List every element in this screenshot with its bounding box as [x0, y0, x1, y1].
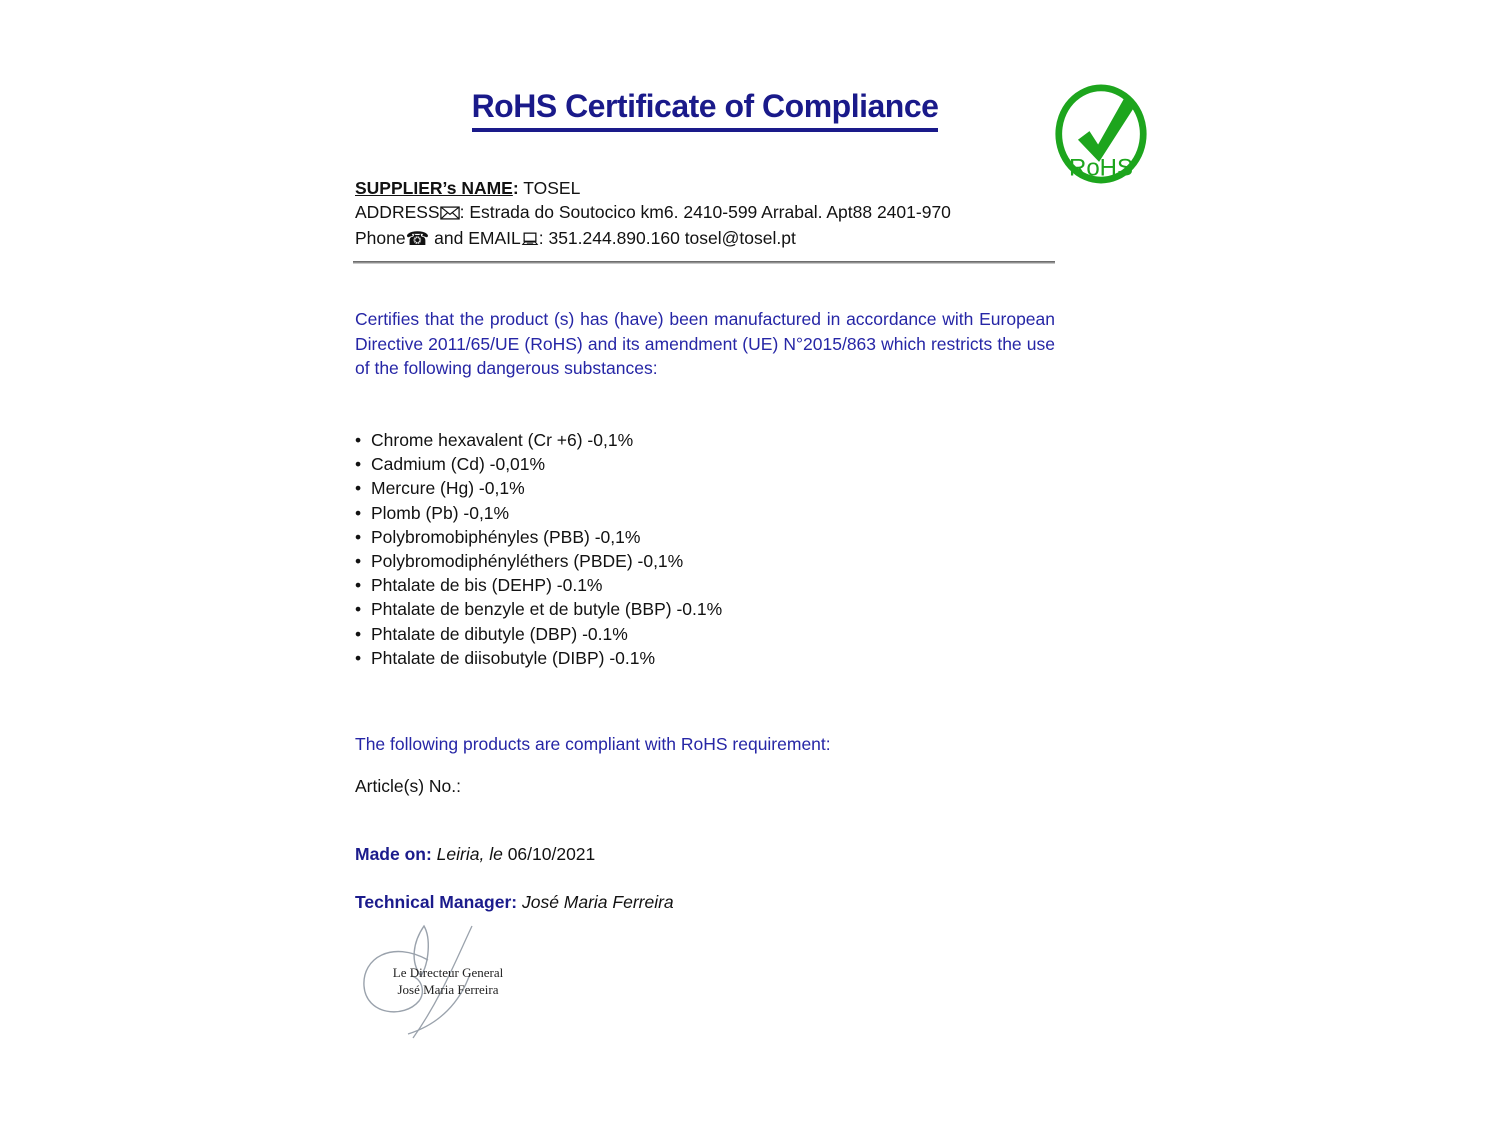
phone-icon: ☎: [405, 228, 430, 250]
supplier-name-line: [355, 176, 1055, 200]
supplier-name-label: SUPPLIER’s NAME: [355, 178, 513, 198]
made-on-label: Made on:: [355, 844, 432, 864]
list-item: • Phtalate de diisobutyle (DIBP) -0.1%: [355, 646, 1055, 670]
made-on-line: [355, 844, 1055, 865]
compliance-line: The following products are compliant with RoHS requirement:: [355, 734, 831, 754]
list-item: • Chrome hexavalent (Cr +6) -0,1%: [355, 428, 1055, 452]
article-number-line: Article(s) No.:: [355, 776, 461, 796]
made-on-place: Leiria, le: [431, 844, 503, 864]
signature-line1: Le Directeur General: [392, 965, 504, 980]
contact-value: : 351.244.890.160 tosel@tosel.pt: [538, 228, 796, 248]
signature-text: [378, 964, 518, 998]
technical-manager-name: José Maria Ferreira: [517, 892, 674, 912]
rohs-logo-graphic: [1053, 84, 1149, 184]
contact-line: [355, 226, 1055, 252]
supplier-name-value: TOSEL: [518, 178, 581, 198]
title-wrap: [355, 88, 1055, 132]
list-item: • Polybromobiphényles (PBB) -0,1%: [355, 525, 1055, 549]
address-line: [355, 200, 1055, 226]
check-icon: [1078, 98, 1134, 161]
address-label: ADDRESS: [355, 202, 440, 222]
email-label: and EMAIL: [429, 228, 521, 248]
made-on-date: 06/10/2021: [502, 844, 596, 864]
list-item: • Phtalate de dibutyle (DBP) -0.1%: [355, 622, 1055, 646]
logo-label: RoHS: [1068, 154, 1134, 182]
address-value: : Estrada do Soutocico km6. 2410-599 Arrabal. Apt88 2401-970: [459, 202, 951, 222]
supplier-block: [355, 176, 1055, 252]
list-item: • Plomb (Pb) -0,1%: [355, 501, 1055, 525]
envelope-icon: [440, 202, 460, 226]
certification-statement: Certifies that the product (s) has (have) been manufactured in accordance with European Directive 2011/65/UE (RoHS) and its amendment (UE) N°2015/863 which restricts the use of the following dangerous substances:: [355, 309, 1055, 378]
computer-icon: [521, 228, 539, 252]
section-divider: [353, 261, 1055, 264]
supplier-name-colon: :: [512, 178, 519, 198]
signature-line2: José Maria Ferreira: [397, 982, 499, 997]
technical-manager-label: Technical Manager:: [355, 892, 518, 912]
list-item: • Polybromodiphényléthers (PBDE) -0,1%: [355, 549, 1055, 573]
page-title: RoHS Certificate of Compliance: [472, 88, 939, 132]
rohs-logo: [1053, 84, 1149, 184]
list-item: • Phtalate de benzyle et de butyle (BBP) -0.1%: [355, 597, 1055, 621]
list-item: • Cadmium (Cd) -0,01%: [355, 452, 1055, 476]
phone-label: Phone: [355, 228, 406, 248]
list-item: • Mercure (Hg) -0,1%: [355, 476, 1055, 500]
substance-list: [355, 428, 1055, 670]
list-item: • Phtalate de bis (DEHP) -0.1%: [355, 573, 1055, 597]
technical-manager-line: [355, 892, 1055, 913]
signature-area: [350, 918, 520, 1053]
